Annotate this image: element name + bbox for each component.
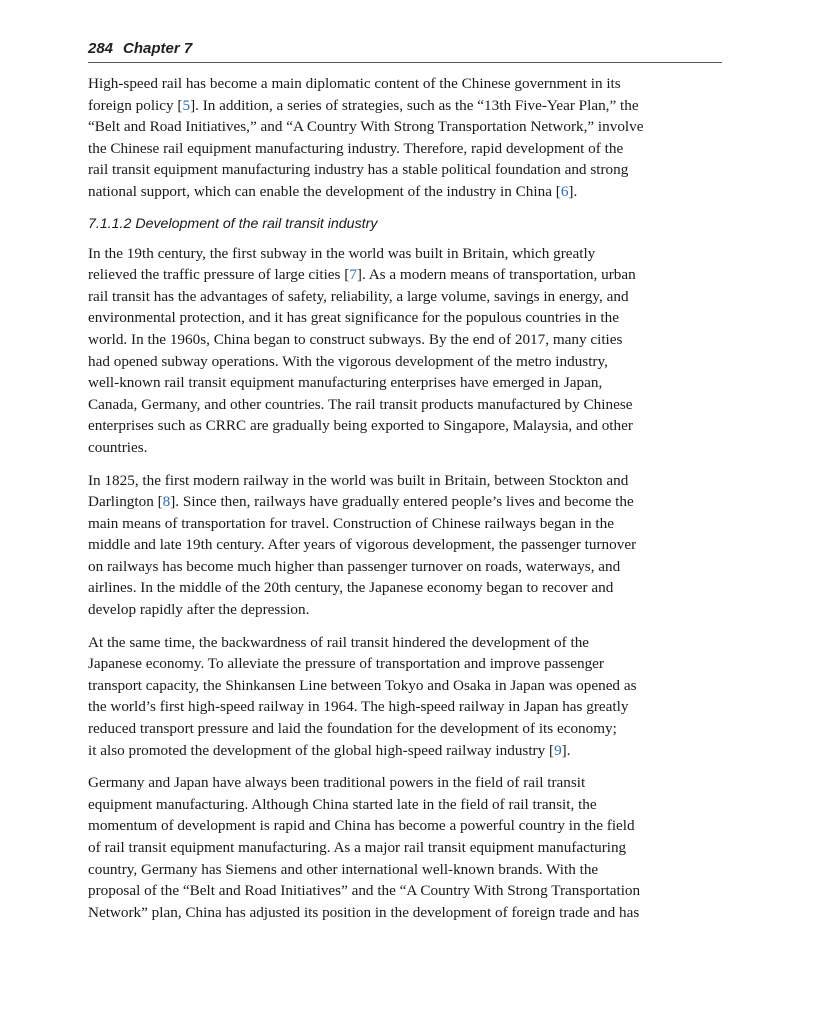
page-number: 284: [88, 40, 114, 57]
text-line: [88, 372, 722, 394]
text-line: [88, 902, 722, 924]
line-text: it also promoted the development of the global high-speed railway industry [: [88, 741, 555, 759]
line-text: ].: [568, 182, 578, 200]
text-line: [88, 243, 722, 265]
text-line: [88, 696, 722, 718]
line-text: of rail transit equipment manufacturing. As a major rail transit equipment manufacturing: [88, 839, 627, 856]
line-text: rail transit has the advantages of safety, reliability, a large volume, savings in energy, and: [88, 287, 629, 305]
line-text: Japanese economy. To alleviate the pressure of transportation and improve passenger: [88, 655, 604, 673]
text-line: [88, 286, 722, 308]
text-line: [88, 351, 722, 373]
text-line: [88, 329, 722, 351]
text-line: [88, 73, 722, 95]
text-line: [88, 307, 722, 329]
line-text: had opened subway operations. With the vigorous development of the metro industry,: [88, 352, 608, 370]
text-line: [88, 740, 722, 762]
citation-link[interactable]: 9: [554, 741, 562, 759]
line-text: proposal of the “Belt and Road Initiatives” and the “A Country With Strong Transportation: [88, 882, 641, 900]
line-text: environmental protection, and it has great significance for the populous countries in the: [88, 309, 619, 327]
line-text: transport capacity, the Shinkansen Line between Tokyo and Osaka in Japan was opened as: [88, 676, 637, 694]
text-line: [88, 95, 722, 117]
line-text: equipment manufacturing. Although China started late in the field of rail transit, the: [88, 795, 597, 813]
line-text: Network” plan, China has adjusted its position in the development of foreign trade and has: [88, 903, 640, 921]
line-text: rail transit equipment manufacturing industry has a stable political foundation and strong: [88, 161, 629, 179]
text-line: [88, 116, 722, 138]
line-text: High-speed rail has become a main diplomatic content of the Chinese government in its: [88, 75, 621, 92]
line-text: world. In the 1960s, China began to construct subways. By the end of 2017, many cities: [88, 330, 623, 348]
line-text: Germany and Japan have always been traditional powers in the field of rail transit: [88, 774, 586, 792]
line-text: “Belt and Road Initiatives,” and “A Country With Strong Transportation Network,” involve: [88, 118, 644, 136]
body-section: [88, 243, 722, 924]
line-text: national support, which can enable the development of the industry in China [: [88, 182, 561, 200]
text-line: [88, 415, 722, 437]
text-line: [88, 675, 722, 697]
line-text: well-known rail transit equipment manufacturing enterprises have emerged in Japan,: [88, 374, 603, 392]
line-text: country, Germany has Siemens and other international well-known brands. With the: [88, 860, 599, 878]
paragraph: [88, 772, 722, 923]
text-line: [88, 437, 722, 459]
line-text: middle and late 19th century. After years of vigorous development, the passenger turnover: [88, 536, 637, 554]
text-line: [88, 159, 722, 181]
line-text: ]. In addition, a series of strategies, such as the “13th Five-Year Plan,” the: [190, 96, 639, 114]
text-line: [88, 880, 722, 902]
text-line: [88, 632, 722, 654]
text-line: [88, 653, 722, 675]
text-line: [88, 577, 722, 599]
line-text: In 1825, the first modern railway in the world was built in Britain, between Stockton and: [88, 471, 629, 489]
line-text: relieved the traffic pressure of large cities [: [88, 266, 350, 284]
text-line: [88, 859, 722, 881]
line-text: Canada, Germany, and other countries. The rail transit products manufactured by Chinese: [88, 395, 633, 413]
text-line: [88, 138, 722, 160]
paragraph: [88, 470, 722, 621]
text-line: [88, 491, 722, 513]
line-text: the world’s first high-speed railway in 1964. The high-speed railway in Japan has greatly: [88, 698, 629, 716]
subsection-heading: 7.1.1.2 Development of the rail transit industry: [88, 215, 378, 232]
citation-link[interactable]: 5: [182, 96, 191, 114]
text-line: [88, 794, 722, 816]
text-line: [88, 264, 722, 286]
text-line: [88, 470, 722, 492]
text-line: [88, 394, 722, 416]
line-text: foreign policy [: [88, 96, 183, 114]
line-text: countries.: [88, 438, 148, 456]
line-text: reduced transport pressure and laid the foundation for the development of its economy;: [88, 720, 617, 738]
book-page: [88, 40, 722, 934]
running-head: [88, 40, 722, 63]
line-text: ]. Since then, railways have gradually entered people’s lives and become the: [170, 493, 634, 511]
citation-link[interactable]: 8: [162, 493, 171, 511]
text-line: [88, 513, 722, 535]
line-text: In the 19th century, the first subway in the world was built in Britain, which greatly: [88, 244, 596, 262]
line-text: enterprises such as CRRC are gradually being exported to Singapore, Malaysia, and other: [88, 417, 633, 435]
text-line: [88, 837, 722, 859]
text-line: [88, 534, 722, 556]
line-text: airlines. In the middle of the 20th century, the Japanese economy began to recover and: [88, 579, 614, 597]
line-text: on railways has become much higher than passenger turnover on roads, waterways, and: [88, 557, 621, 575]
text-line: [88, 181, 722, 203]
line-text: the Chinese rail equipment manufacturing industry. Therefore, rapid development of the: [88, 139, 624, 157]
line-text: ]. As a modern means of transportation, urban: [356, 266, 636, 284]
line-text: At the same time, the backwardness of rail transit hindered the development of the: [88, 633, 590, 651]
paragraph: [88, 73, 722, 203]
line-text: main means of transportation for travel. Construction of Chinese railways began in the: [88, 514, 614, 532]
intro-section: [88, 73, 722, 203]
text-line: [88, 556, 722, 578]
text-line: [88, 772, 722, 794]
line-text: Darlington [: [88, 493, 163, 511]
chapter-label: Chapter 7: [123, 40, 193, 57]
line-text: develop rapidly after the depression.: [88, 601, 310, 619]
paragraph: [88, 632, 722, 762]
paragraph: [88, 243, 722, 459]
citation-link[interactable]: 7: [349, 266, 357, 284]
text-line: [88, 815, 722, 837]
line-text: ].: [561, 741, 571, 759]
text-line: [88, 599, 722, 621]
line-text: momentum of development is rapid and China has become a powerful country in the field: [88, 817, 635, 835]
text-line: [88, 718, 722, 740]
citation-link[interactable]: 6: [560, 182, 569, 200]
